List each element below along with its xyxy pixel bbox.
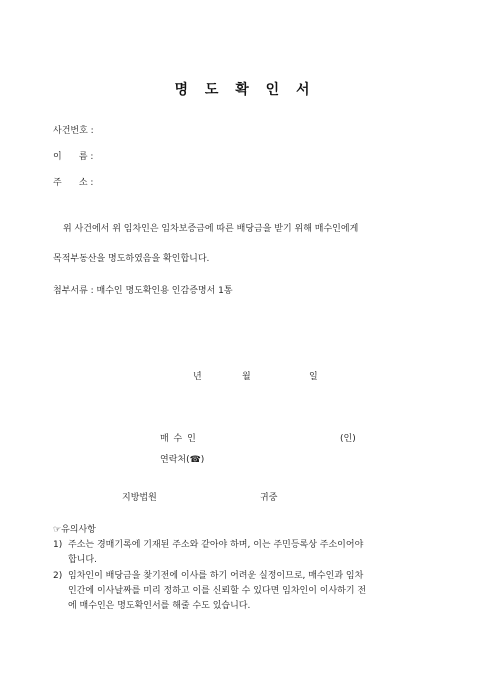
note-number: 2) — [53, 571, 63, 581]
date-year: 년 — [193, 372, 202, 382]
note-line: 합니다. — [68, 555, 97, 565]
note-line: 주소는 경매기록에 기재된 주소와 같아야 하며, 이는 주민등록상 주소이어야 — [68, 540, 364, 550]
note-item — [53, 569, 448, 614]
buyer-label: 매 수 인 — [160, 434, 197, 444]
note-line: 임차인이 배당금을 찾기전에 이사를 하기 어려운 실정이므로, 매수인과 임차 — [68, 571, 364, 581]
date-month: 월 — [242, 372, 251, 382]
attachment-line: 첨부서류 : 매수인 명도확인용 인감증명서 1통 — [53, 286, 233, 296]
court-label: 지방법원 — [122, 493, 157, 503]
contact-label: 연락처(☎) — [160, 455, 205, 465]
address-field: 주 소 : — [53, 178, 94, 188]
date-day: 일 — [309, 372, 318, 382]
body-line-2: 목적부동산을 명도하였음을 확인합니다. — [53, 254, 210, 264]
note-line: 인간에 이사날짜를 미리 정하고 이를 신뢰할 수 있다면 임차인이 이사하기 전 — [68, 586, 367, 596]
note-item — [53, 538, 448, 568]
addressee-label: 귀중 — [260, 493, 278, 503]
case-number-field: 사건번호 : — [53, 126, 94, 136]
note-number: 1) — [53, 540, 63, 550]
document-title: 명 도 확 인 서 — [174, 82, 316, 98]
name-field: 이 름 : — [53, 152, 94, 162]
note-line: 에 매수인은 명도확인서를 해줄 수도 있습니다. — [68, 601, 251, 611]
seal-mark: (인) — [340, 434, 356, 444]
body-line-1: 위 사건에서 위 임차인은 임차보증금에 따른 배당금을 받기 위해 매수인에게 — [63, 224, 359, 234]
notes-heading: ☞유의사항 — [53, 525, 96, 535]
